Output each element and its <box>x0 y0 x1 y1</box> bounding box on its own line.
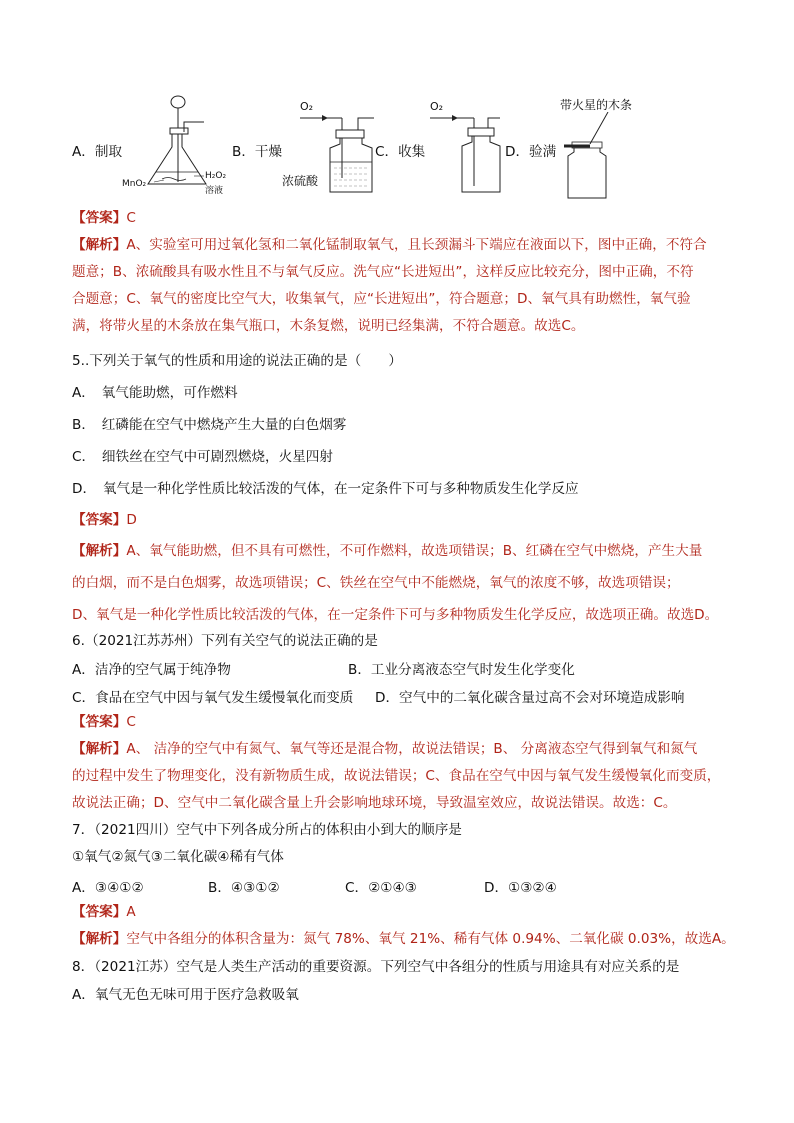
splint-bottle-figure <box>560 112 620 202</box>
analysis-text: A、 洁净的空气中有氮气、氧气等还是混合物，故说法错误；B、 分离液态空气得到氧气和氮气 <box>126 741 698 757</box>
q4-option-d: D．验满 <box>505 144 557 160</box>
analysis-text: A、氧气能助燃，但不具有可燃性，不可作燃料，故选项错误；B、红磷在空气中燃烧，产生大量 <box>126 543 703 559</box>
answer-value: D <box>126 512 137 528</box>
q7-analysis-line <box>72 930 734 948</box>
answer-value: C <box>126 714 136 730</box>
answer-tag: 【答案】 <box>72 904 127 920</box>
answer-tag: 【答案】 <box>72 512 127 528</box>
q4-analysis-line <box>72 236 734 254</box>
q4-option-c: C．收集 <box>375 144 426 160</box>
q5-option: C． 细铁丝在空气中可剧烈燃烧，火星四射 <box>72 449 333 465</box>
q7-option: B．④③①② <box>208 880 280 896</box>
analysis-text: 空气中各组分的体积含量为：氮气 78%、氧气 21%、稀有气体 0.94%、二氧化碳 0.03%，故选A。 <box>126 931 735 947</box>
q4-option-b: B．干燥 <box>232 144 283 160</box>
collection-bottle-figure <box>430 108 510 198</box>
q6-stem: 6.（2021江苏苏州）下列有关空气的说法正确的是 <box>72 633 378 649</box>
q4-analysis-line: 题意；B、浓硫酸具有吸水性且不与氧气反应。洗气应“长进短出”，这样反应比较充分，图中正确，不符 <box>72 264 694 280</box>
q7-answer <box>72 903 734 921</box>
q5-analysis-line <box>72 542 734 560</box>
q4-answer <box>72 209 734 227</box>
q4-analysis-line: 满，将带火星的木条放在集气瓶口，木条复燃，说明已经集满，不符合题意。故选C。 <box>72 318 585 334</box>
q5-stem: 5..下列关于氧气的性质和用途的说法正确的是（ ） <box>72 353 402 369</box>
analysis-tag: 【解析】 <box>72 237 127 253</box>
q4-option-a: A．制取 <box>72 144 123 160</box>
analysis-tag: 【解析】 <box>72 931 127 947</box>
q7-option: D．①③②④ <box>484 880 557 896</box>
stick-label: 带火星的木条 <box>560 98 633 112</box>
analysis-tag: 【解析】 <box>72 543 127 559</box>
q6-analysis-line: 故说法正确；D、空气中二氧化碳含量上升会影响地球环境，导致温室效应，故说法错误。故选：C。 <box>72 795 677 811</box>
answer-tag: 【答案】 <box>72 714 127 730</box>
solution-label: 溶液 <box>205 186 224 196</box>
mno2-label: MnO₂ <box>122 179 147 189</box>
q6-option: B．工业分离液态空气时发生化学变化 <box>348 662 575 678</box>
conc-acid-label: 浓硫酸 <box>282 174 319 188</box>
q5-option: B． 红磷能在空气中燃烧产生大量的白色烟雾 <box>72 417 347 433</box>
analysis-tag: 【解析】 <box>72 741 127 757</box>
q6-option: A．洁净的空气属于纯净物 <box>72 662 231 678</box>
q6-option: C．食品在空气中因与氧气发生缓慢氧化而变质 <box>72 690 354 706</box>
q6-analysis-line <box>72 740 734 758</box>
answer-value: A <box>126 904 136 920</box>
q7-stem: 7．（2021四川）空气中下列各成分所占的体积由小到大的顺序是 <box>72 822 462 838</box>
q7-sub: ①氧气②氮气③二氧化碳④稀有气体 <box>72 849 284 865</box>
q5-option: D． 氧气是一种化学性质比较活泼的气体，在一定条件下可与多种物质发生化学反应 <box>72 481 579 497</box>
o2-label-c: O₂ <box>430 100 444 113</box>
q7-option: C．②①④③ <box>345 880 417 896</box>
answer-value: C <box>126 210 136 226</box>
q8-stem: 8．（2021江苏）空气是人类生产活动的重要资源。下列空气中各组分的性质与用途具有对应关系的是 <box>72 959 680 975</box>
q6-analysis-line: 的过程中发生了物理变化，没有新物质生成，故说法错误；C、食品在空气中因与氧气发生缓慢氧化而变质， <box>72 768 721 784</box>
q4-analysis-line: 合题意；C、氧气的密度比空气大，收集氧气，应“长进短出”，符合题意；D、氧气具有助燃性，氧气验 <box>72 291 691 307</box>
analysis-text: A、实验室可用过氧化氢和二氧化锰制取氧气，且长颈漏斗下端应在液面以下，图中正确，不符合 <box>126 237 707 253</box>
q5-analysis-line: 的白烟，而不是白色烟雾，故选项错误；C、铁丝在空气中不能燃烧，氧气的浓度不够，故选项错误； <box>72 575 680 591</box>
q6-option: D．空气中的二氧化碳含量过高不会对环境造成影响 <box>375 690 685 706</box>
o2-label-b: O₂ <box>300 100 314 113</box>
q7-option: A．③④①② <box>72 880 144 896</box>
q5-option: A． 氧气能助燃，可作燃料 <box>72 385 238 401</box>
h2o2-label: H₂O₂ <box>205 171 227 181</box>
answer-tag: 【答案】 <box>72 210 127 226</box>
q6-answer <box>72 713 734 731</box>
q5-analysis-line: D、氧气是一种化学性质比较活泼的气体，在一定条件下可与多种物质发生化学反应，故选项正确。故选D。 <box>72 607 719 623</box>
q8-option: A．氧气无色无味可用于医疗急救吸氧 <box>72 987 299 1003</box>
q5-answer <box>72 511 734 529</box>
